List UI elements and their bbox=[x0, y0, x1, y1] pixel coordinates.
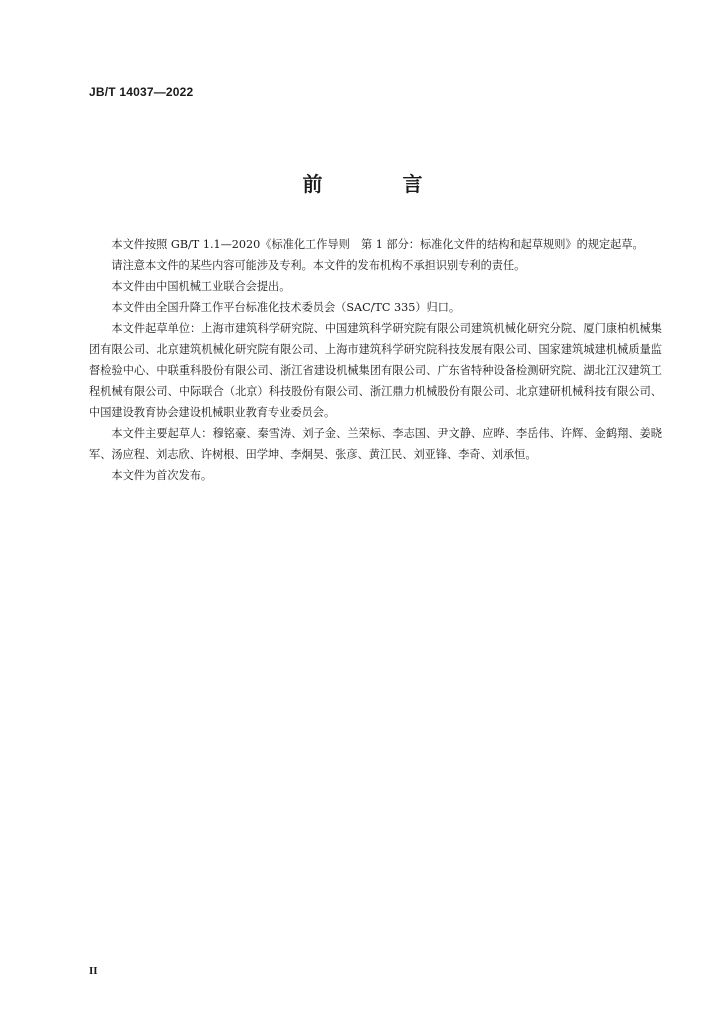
paragraph-committee: 本文件由全国升降工作平台标准化技术委员会（SAC/TC 335）归口。 bbox=[111, 301, 461, 314]
paragraph-drafting-rules: 本文件按照 GB/T 1.1—2020《标准化工作导则 第 1 部分：标准化文件的结构和起草规则》的规定起草。 bbox=[111, 238, 644, 251]
paragraph-patent-notice: 请注意本文件的某些内容可能涉及专利。本文件的发布机构不承担识别专利的责任。 bbox=[111, 259, 526, 272]
document-body bbox=[89, 234, 662, 486]
paragraph-proposer: 本文件由中国机械工业联合会提出。 bbox=[111, 280, 291, 293]
standard-code: JB/T 14037—2022 bbox=[89, 85, 194, 99]
paragraph-first-release: 本文件为首次发布。 bbox=[111, 469, 213, 482]
page-number: II bbox=[89, 965, 98, 977]
paragraph-drafting-units: 本文件起草单位：上海市建筑科学研究院、中国建筑科学研究院有限公司建筑机械化研究分院、厦门康柏机械集团有限公司、北京建筑机械化研究院有限公司、上海市建筑科学研究院科技发展有限公司、国家建筑城建机械质量监督检验中心、中联重科股份有限公司、浙江省建设机械集团有限公司、广东省特种设备检测研究院、湖北江汉建筑工程机械有限公司、中际联合（北京）科技股份有限公司、浙江鼎力机械股份有限公司、北京建研机械科技有限公司、中国建设教育协会建设机械职业教育专业委员会。 bbox=[89, 322, 662, 419]
paragraph-drafters: 本文件主要起草人：穆铭豪、秦雪涛、刘子金、兰荣标、李志国、尹文静、应晔、李岳伟、许辉、金鹤翔、姜晓军、汤应程、刘志欣、许树根、田学坤、李炯昊、张彦、黄江民、刘亚锋、李奇、刘承恒。 bbox=[89, 427, 662, 461]
page-title: 前 言 bbox=[302, 172, 453, 196]
